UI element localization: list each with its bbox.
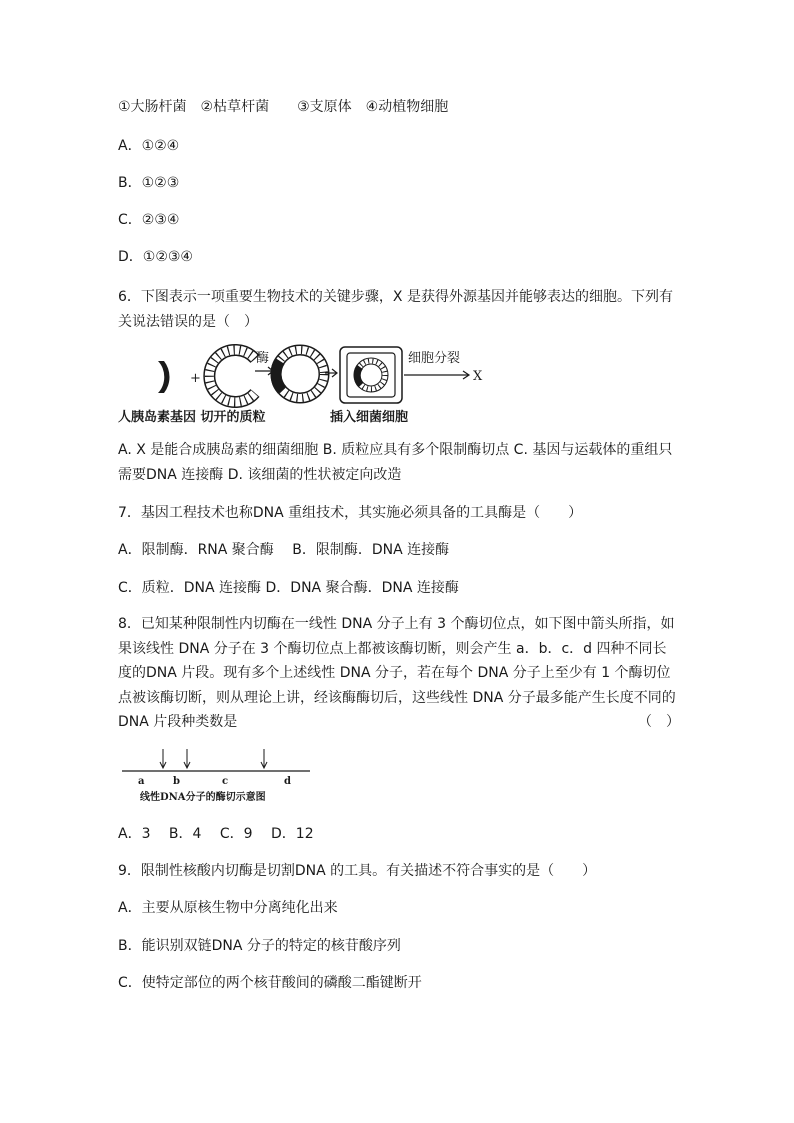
x-label: X [473, 369, 483, 384]
caption-insert: 插入细菌细胞 [330, 410, 409, 425]
q8-stem: 8．已知某种限制性内切酶在一线性 DNA 分子上有 3 个酶切位点，如下图中箭头所指，如果该线性 DNA 分子在 3 个酶切位点上都被该酶切断，则会产生 a．b．c．d 四种不同长度的DNA 片段。现有多个上述线性 DNA 分子，若在每个 DNA 分子上至少有 1 个酶切位点被该酶切断，则从理论上讲，经该酶酶切后，这些线性 DNA 分子最多能产生长度不同的DNA 片段种类数是 [118, 616, 676, 730]
q5-items-line: ①大肠杆菌 ②枯草杆菌 ③支原体 ④动植物细胞 [118, 99, 449, 115]
fragment-label-d: d [284, 776, 291, 787]
enzyme-label: 酶 [256, 351, 270, 366]
q5-option-a: A．①②④ [118, 138, 180, 154]
q6-figure [118, 338, 518, 428]
q5-option-c: C．②③④ [118, 212, 180, 228]
q7-options-line2: C．质粒．DNA 连接酶 D．DNA 聚合酶．DNA 连接酶 [118, 580, 459, 596]
q5-option-b: B．①②③ [118, 175, 180, 191]
cut-arrow-1 [160, 749, 166, 768]
q8-figure-svg [118, 748, 318, 806]
q8-stem-block [118, 612, 680, 735]
fragment-label-c: c [222, 776, 229, 787]
cut-arrow-3 [261, 749, 267, 768]
q9-stem: 9．限制性核酸内切酶是切割DNA 的工具。有关描述不符合事实的是（ ） [118, 863, 597, 879]
opened-plasmid [209, 350, 255, 402]
division-label: 细胞分裂 [408, 351, 461, 366]
fragment-label-a: a [138, 776, 145, 787]
q6-figure-svg [118, 338, 518, 428]
caption-gene-plasmid: 人胰岛素基因 切开的质粒 [118, 410, 266, 425]
q7-stem: 7．基因工程技术也称DNA 重组技术，其实施必须具备的工具酶是（ ） [118, 505, 583, 521]
cut-arrow-2 [184, 749, 190, 768]
fragment-label-b: b [173, 776, 180, 787]
q9-option-b: B．能识别双链DNA 分子的特定的核苷酸序列 [118, 938, 401, 954]
bacterium-cell [340, 347, 402, 403]
q8-answer-bracket: （ ） [638, 714, 680, 730]
insulin-gene-fragment [158, 361, 170, 393]
q6-stem: 6．下图表示一项重要生物技术的关键步骤，X 是获得外源基因并能够表达的细胞。下列有关说法错误的是（ ） [118, 289, 673, 330]
dna-figure-caption: 线性DNA分子的酶切示意图 [140, 792, 266, 803]
q6-options: A. X 是能合成胰岛素的细菌细胞 B. 质粒应具有多个限制酶切点 C. 基因与运载体的重组只需要DNA 连接酶 D. 该细菌的性状被定向改造 [118, 442, 673, 483]
q8-options: A．3 B．4 C．9 D．12 [118, 826, 314, 842]
q7-options-line1: A．限制酶．RNA 聚合酶 B．限制酶．DNA 连接酶 [118, 542, 450, 558]
plus-sign: + [190, 371, 201, 386]
q8-figure [118, 748, 318, 806]
q5-option-d: D．①②③④ [118, 249, 193, 265]
q9-option-a: A．主要从原核生物中分离纯化出来 [118, 900, 338, 916]
q9-option-c: C．使特定部位的两个核苷酸间的磷酸二酯键断开 [118, 975, 422, 991]
recombinant-plasmid [276, 350, 324, 398]
